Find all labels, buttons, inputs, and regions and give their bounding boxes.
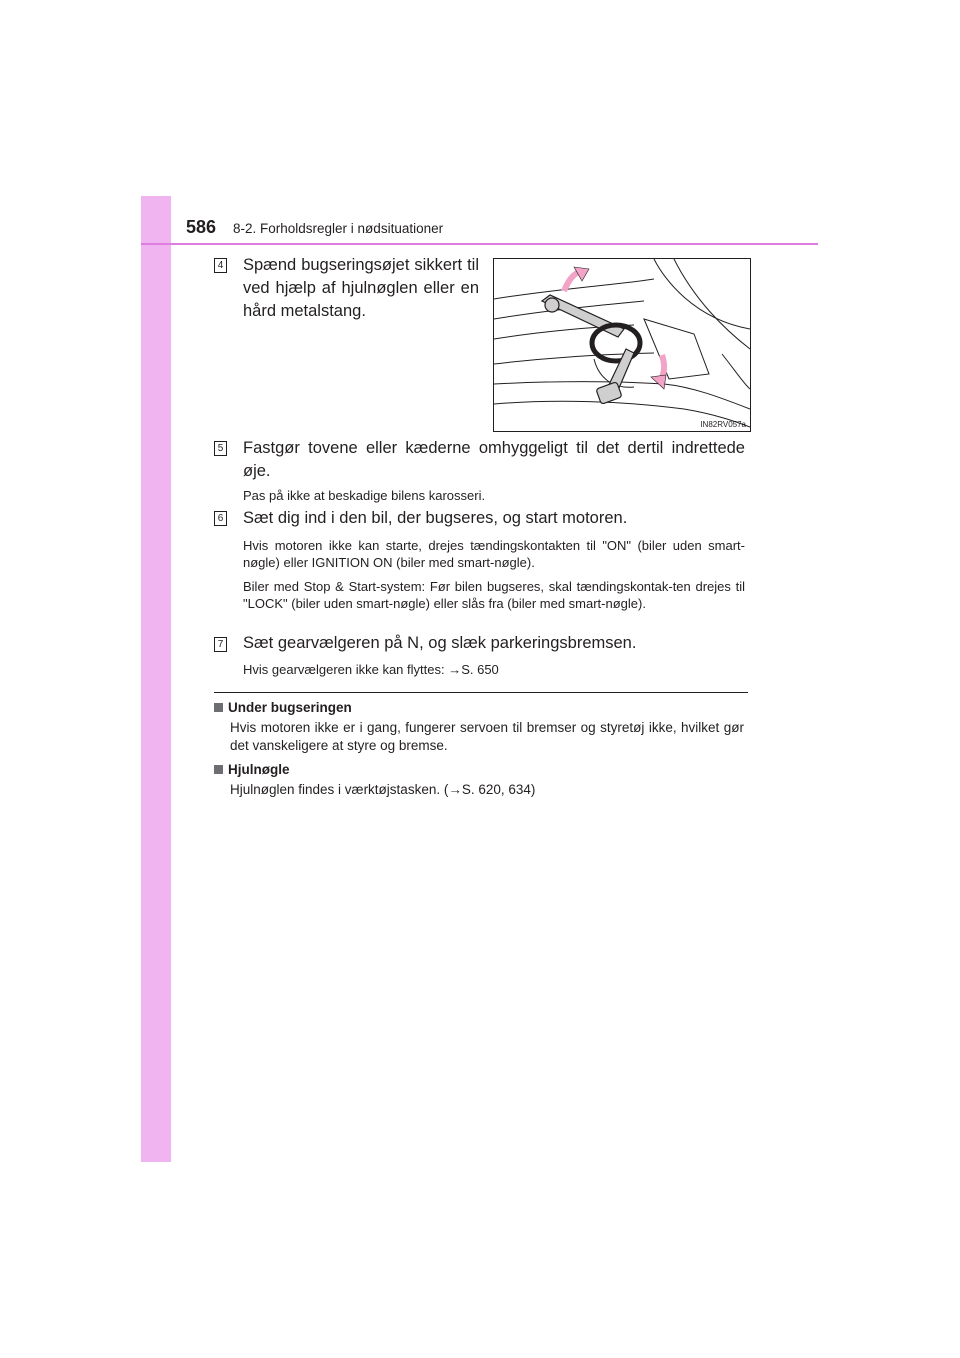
tip-heading-text: Under bugseringen: [228, 700, 352, 715]
step-6-text: Sæt dig ind i den bil, der bugseres, og start motoren.: [243, 509, 628, 527]
step-number-5: 5: [214, 441, 227, 456]
step-5-text: Fastgør tovene eller kæderne omhyggeligt til det dertil indrettede øje.: [243, 439, 745, 480]
step-6-note-2: Biler med Stop & Start-system: Før bilen bugseres, skal tændingskontak-ten drejes til "LOCK" (biler uden smart-nøgle) eller slås fra (biler med smart-nøgle).: [243, 579, 745, 611]
chapter-side-bar: [141, 196, 171, 1162]
header-rule: [141, 243, 818, 245]
figure-code: IN82RV057a: [700, 420, 746, 429]
tip-heading-wrench: [214, 762, 290, 777]
step-4-text: Spænd bugseringsøjet sikkert til ved hjælp af hjulnøglen eller en hård metalstang.: [243, 256, 479, 320]
section-divider: [214, 692, 748, 693]
bullet-square-icon: [214, 703, 223, 712]
section-title: 8-2. Forholdsregler i nødsituationer: [233, 221, 444, 236]
step-5-note: Pas på ikke at beskadige bilens karosseri.: [243, 488, 486, 503]
bullet-square-icon: [214, 765, 223, 774]
tip-heading-text: Hjulnøgle: [228, 762, 290, 777]
towing-eye-illustration: [493, 258, 751, 432]
wrench-illustration: [494, 259, 750, 431]
tip-body-wrench: Hjulnøglen findes i værktøjstasken. (→S. 620, 634): [230, 782, 536, 797]
page-number: 586: [186, 217, 217, 237]
step-7-note: Hvis gearvælgeren ikke kan flyttes: →S. 650: [243, 662, 499, 677]
tip-heading-towing: [214, 700, 352, 715]
step-7-text: Sæt gearvælgeren på N, og slæk parkeringsbremsen.: [243, 634, 637, 652]
step-number-7: 7: [214, 637, 227, 652]
step-number-4: 4: [214, 258, 227, 273]
tip-body-towing: Hvis motoren ikke er i gang, fungerer servoen til bremser og styretøj ikke, hvilket gør det vanskeligere at styre og bremse.: [230, 720, 744, 753]
step-6-note-1: Hvis motoren ikke kan starte, drejes tændingskontakten til "ON" (biler uden smart-nøgle) eller IGNITION ON (biler med smart-nøgle).: [243, 538, 745, 570]
step-number-6: 6: [214, 511, 227, 526]
